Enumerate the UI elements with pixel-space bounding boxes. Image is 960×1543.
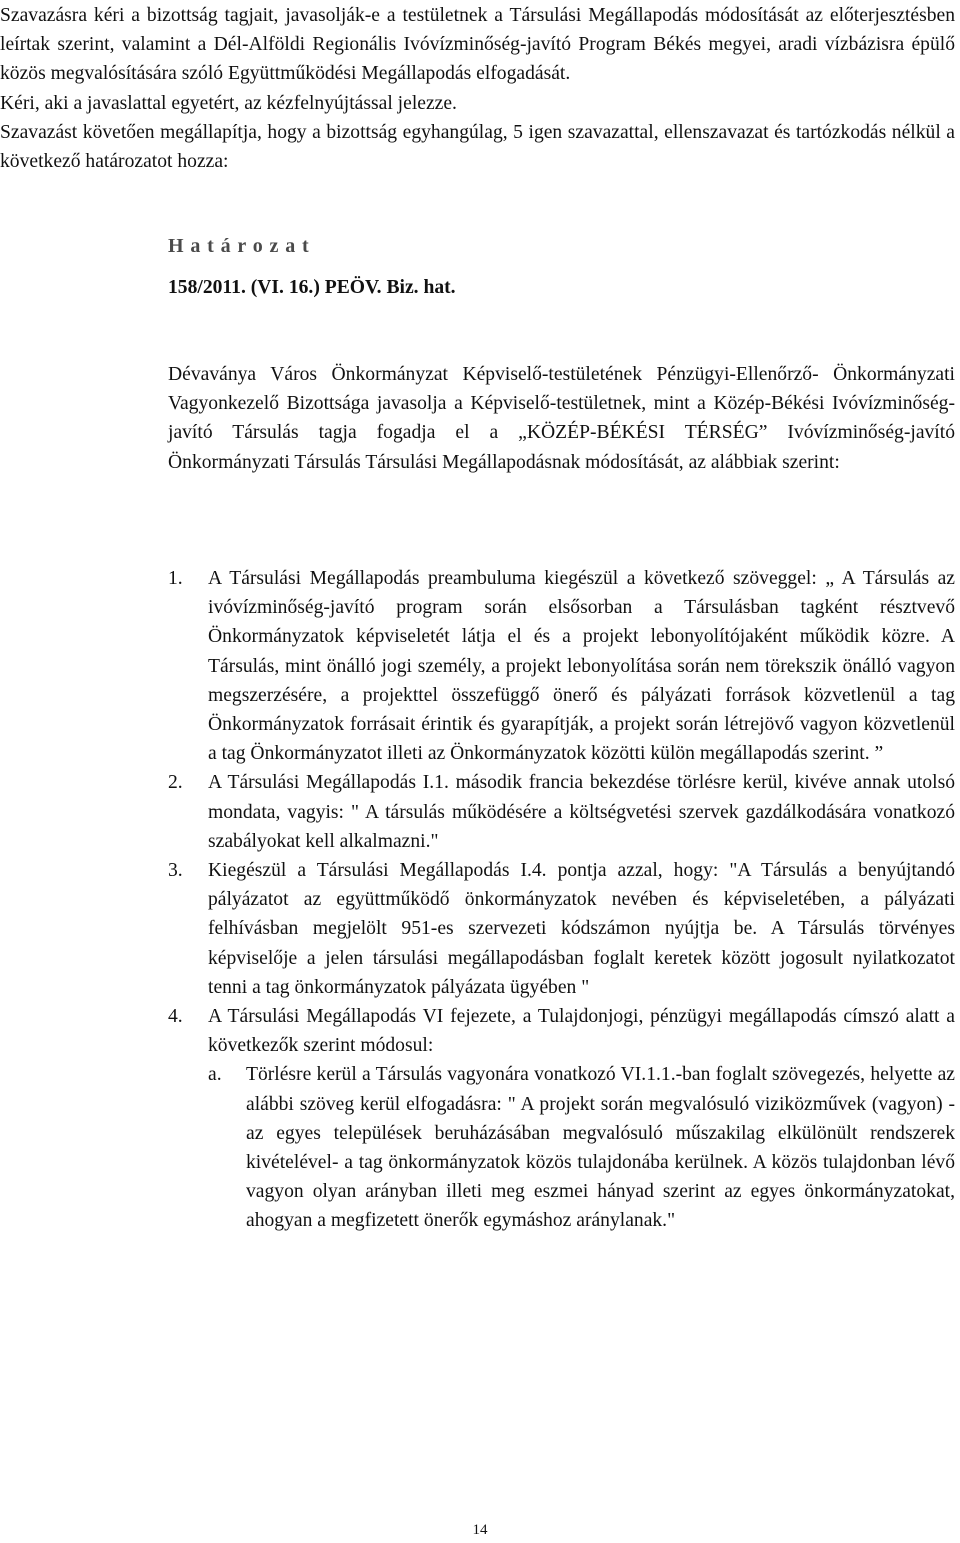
amendment-number: 4.	[168, 1006, 183, 1028]
amendment-content	[208, 1002, 955, 1236]
amendment-text: A Társulási Megállapodás VI fejezete, a Tulajdonjogi, pénzügyi megállapodás címszó alatt a következők szerint módosul:	[208, 1006, 955, 1057]
amendment-text: Kiegészül a Társulási Megállapodás I.4. pontja azzal, hogy: "A Társulás a benyújtandó pályázatot az együttműködő önkormányzatok nevében és képviseletében, a pályázati felhívásban megjelölt 951-es szervezeti kódszámon nyújtja be. A Társulás törvényes képviselője a jelen társulási megállapodásban foglalt keretek között jogosult nyilatkozatot tenni a tag önkormányzatok pályázata ügyében "	[208, 860, 955, 998]
amendment-text: A Társulási Megállapodás I.1. második francia bekezdése törlésre kerül, kivéve annak utolsó mondata, vagyis: " A társulás működésére a költségvetési szervek gazdálkodására vonatkozó szabályokat kell alkalmazni."	[208, 772, 955, 852]
amendment-number: 3.	[168, 860, 183, 882]
amendment-item	[168, 1002, 955, 1236]
amendment-item	[168, 564, 955, 768]
amendment-list	[168, 564, 955, 1236]
resolution-body: Dévaványa Város Önkormányzat Képviselő-testületének Pénzügyi-Ellenőrző- Önkormányzati Vagyonkezelő Bizottsága javasolja a Képviselő-testületnek, mint a Közép-Békési Ivóvízminőség-javító Társulás tagja fogadja el a „KÖZÉP-BÉKÉSI TÉRSÉG” Ivóvízminőség-javító Önkormányzati Társulás Társulási Megállapodásnak módosítását, az alábbiak szerint:	[168, 364, 955, 473]
amendment-number: 2.	[168, 772, 183, 794]
intro-paragraph-vote-request: Szavazásra kéri a bizottság tagjait, javasolják-e a testületnek a Társulási Megállapodás módosítását az előterjesztésben leírtak szerint, valamint a Dél-Alföldi Regionális Ivóvízminőség-javító Program Békés megyei, aradi vízbázisra épülő közös megvalósítására szóló Együttműködési Megállapodás elfogadását.	[0, 5, 955, 85]
sub-amendment-text: Törlésre kerül a Társulás vagyonára vonatkozó VI.1.1.-ban foglalt szövegezés, helyette az alábbi szöveg kerül elfogadásra: " A projekt során megvalósuló viziközművek (vagyon) - az egyes települések beruházásában megvalósuló műszakilag elkülönült rendszerek kivételével- a tag önkormányzatok közös tulajdonába kerülnek. A közös tulajdonban lévő vagyon olyan arányban illeti meg eszmei hányad szerint az egyes önkormányzatokat, ahogyan a megfizetett önerők egymáshoz aránylanak."	[246, 1064, 955, 1232]
intro-paragraph-hand-raise: Kéri, aki a javaslattal egyetért, az kézfelnyújtással jelezze.	[0, 92, 457, 114]
resolution-title: H a t á r o z a t	[168, 235, 310, 257]
amendment-number: 1.	[168, 568, 183, 589]
sub-amendment-letter: a.	[208, 1064, 222, 1086]
intro-paragraph-vote-result: Szavazást követően megállapítja, hogy a bizottság egyhangúlag, 5 igen szavazattal, ellenszavazat és tartózkodás nélkül a következő határozatot hozza:	[0, 121, 955, 173]
amendment-item	[168, 856, 955, 1002]
amendment-item	[168, 768, 955, 856]
amendment-text: A Társulási Megállapodás preambuluma kiegészül a következő szöveggel: „ A Társulás az ivóvízminőség-javító program során elsősorban a Társulásban tagként résztvevő Önkormányzatok képviseletét látja el és a projekt lebonyolítójaként működik közre. A Társulás, mint önálló jogi személy, a projekt lebonyolítása során nem törekszik önálló vagyon megszerzésére, a projekttel összefüggő önerő és pályázati források közvetlenül a tag Önkormányzatok forrásait érintik és gyarapítják, a projekt során létrejövő vagyon közvetlenül a tag Önkormányzatot illeti az Önkormányzatok közötti külön megállapodás szerint. ”	[208, 568, 955, 765]
page-number: 14	[472, 1522, 488, 1538]
intro-section	[0, 1, 955, 176]
sub-amendment-item	[208, 1060, 955, 1235]
resolution-number: 158/2011. (VI. 16.) PEÖV. Biz. hat.	[168, 277, 456, 298]
